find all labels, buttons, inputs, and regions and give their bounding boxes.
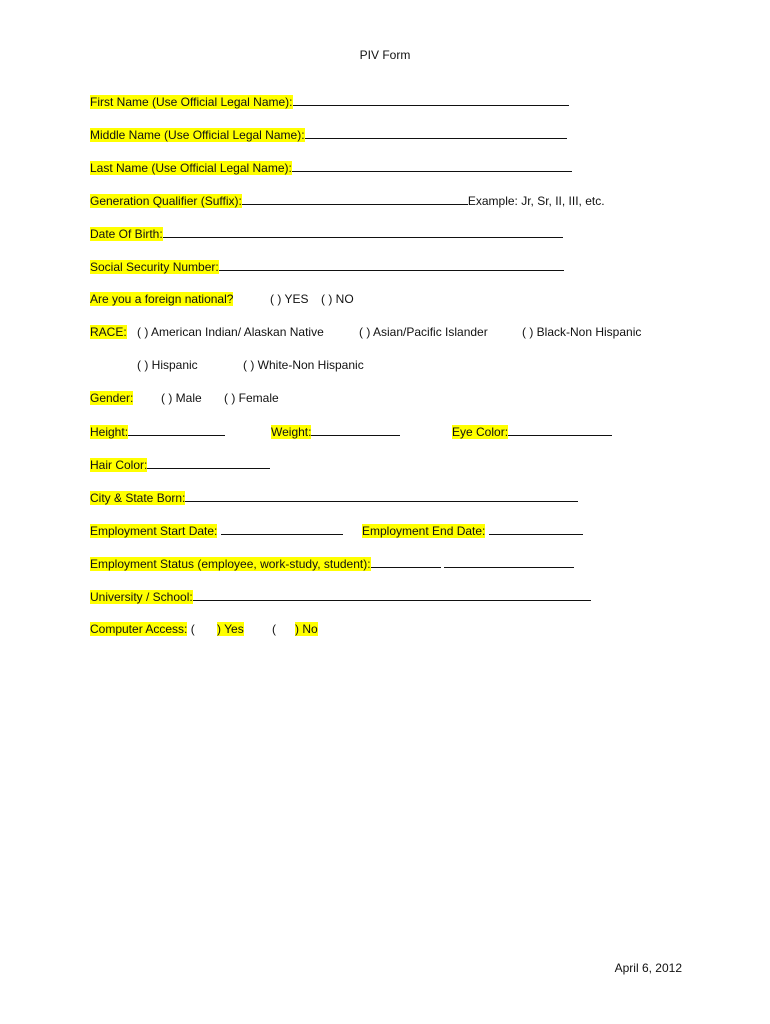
- race-asian-pacific-option[interactable]: ( ) Asian/Pacific Islander: [359, 325, 488, 339]
- hair-color-field[interactable]: [147, 457, 270, 469]
- generation-qualifier-row: [90, 193, 605, 208]
- height-field[interactable]: [128, 424, 225, 436]
- race-row: [90, 325, 127, 339]
- height-row: [90, 424, 225, 439]
- generation-qualifier-label: Generation Qualifier (Suffix):: [90, 194, 242, 208]
- height-label: Height:: [90, 425, 129, 439]
- first-name-label: First Name (Use Official Legal Name):: [90, 95, 293, 109]
- date-of-birth-field[interactable]: [163, 226, 563, 238]
- computer-access-no-option[interactable]: ) No: [295, 622, 318, 636]
- date-of-birth-label: Date Of Birth:: [90, 227, 163, 241]
- computer-access-label: Computer Access:: [90, 622, 188, 636]
- form-title: PIV Form: [359, 48, 411, 62]
- employment-status-row: [90, 556, 574, 571]
- gender-label: Gender:: [90, 391, 134, 405]
- gender-female-option[interactable]: ( ) Female: [224, 391, 279, 405]
- last-name-field[interactable]: [292, 160, 572, 172]
- first-name-row: [90, 94, 569, 109]
- eye-color-field[interactable]: [508, 424, 612, 436]
- last-name-label: Last Name (Use Official Legal Name):: [90, 161, 292, 175]
- gender-row: [90, 391, 133, 405]
- middle-name-field[interactable]: [305, 127, 567, 139]
- gender-male-option[interactable]: ( ) Male: [161, 391, 202, 405]
- computer-access-yes-option[interactable]: ) Yes: [217, 622, 244, 636]
- employment-start-label: Employment Start Date:: [90, 524, 218, 538]
- foreign-national-row: [90, 292, 233, 306]
- ssn-row: [90, 259, 564, 274]
- race-white-option[interactable]: ( ) White-Non Hispanic: [243, 358, 364, 372]
- university-field-lead[interactable]: [193, 589, 207, 601]
- form-date: April 6, 2012: [614, 961, 682, 975]
- foreign-national-no-option[interactable]: ( ) NO: [321, 292, 354, 306]
- foreign-national-label: Are you a foreign national?: [90, 292, 234, 306]
- weight-group: [271, 424, 400, 439]
- employment-status-field-1[interactable]: [371, 556, 441, 568]
- race-american-indian-option[interactable]: ( ) American Indian/ Alaskan Native: [137, 325, 324, 339]
- date-of-birth-row: [90, 226, 563, 241]
- weight-label: Weight:: [271, 425, 312, 439]
- middle-name-label: Middle Name (Use Official Legal Name):: [90, 128, 305, 142]
- employment-start-field[interactable]: [221, 523, 343, 535]
- university-row: [90, 589, 591, 604]
- employment-status-label: Employment Status (employee, work-study, student):: [90, 557, 371, 571]
- computer-access-row: [90, 622, 195, 636]
- race-hispanic-option[interactable]: ( ) Hispanic: [137, 358, 198, 372]
- eye-color-label: Eye Color:: [452, 425, 509, 439]
- last-name-row: [90, 160, 572, 175]
- employment-start-row: [90, 523, 343, 538]
- employment-status-field-2[interactable]: [444, 556, 574, 568]
- race-label: RACE:: [90, 325, 127, 339]
- university-field[interactable]: [207, 589, 549, 601]
- employment-end-label: Employment End Date:: [362, 524, 486, 538]
- race-black-option[interactable]: ( ) Black-Non Hispanic: [522, 325, 642, 339]
- university-field-tail[interactable]: [549, 589, 591, 601]
- generation-qualifier-example: Example: Jr, Sr, II, III, etc.: [467, 194, 605, 208]
- hair-color-label: Hair Color:: [90, 458, 148, 472]
- generation-qualifier-field[interactable]: [242, 193, 468, 205]
- employment-end-group: [362, 523, 583, 538]
- middle-name-row: [90, 127, 567, 142]
- ssn-field[interactable]: [219, 259, 564, 271]
- city-state-born-row: [90, 490, 578, 505]
- foreign-national-yes-option[interactable]: ( ) YES: [270, 292, 309, 306]
- university-label: University / School:: [90, 590, 193, 604]
- weight-field[interactable]: [311, 424, 400, 436]
- hair-color-row: [90, 457, 270, 472]
- employment-end-field[interactable]: [489, 523, 583, 535]
- ssn-label: Social Security Number:: [90, 260, 219, 274]
- computer-access-no-paren: (: [272, 622, 276, 636]
- eye-color-group: [452, 424, 612, 439]
- first-name-field[interactable]: [293, 94, 569, 106]
- city-state-born-field[interactable]: [185, 490, 578, 502]
- computer-access-yes-paren: (: [187, 622, 195, 636]
- city-state-born-label: City & State Born:: [90, 491, 186, 505]
